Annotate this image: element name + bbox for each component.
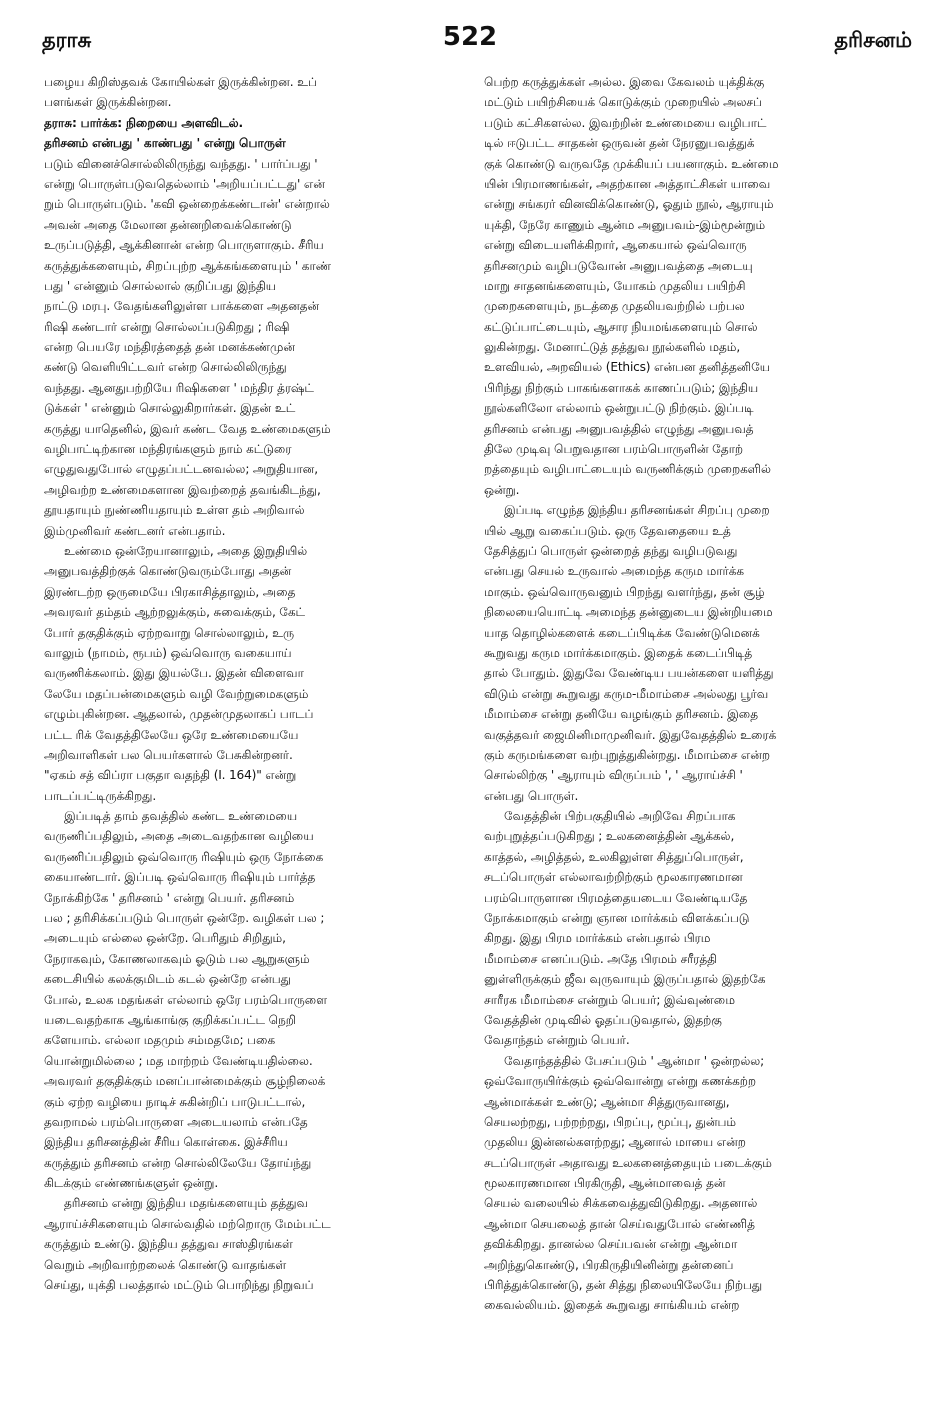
text-line: பது ' என்னும் சொல்லால் குறிப்பது இந்திய <box>44 278 277 293</box>
text-line: கும் ஏற்ற வழியை நாடிச் சுகின்றிப் பாடுபட்டால், <box>44 1094 306 1109</box>
text-line: போர் தகுதிக்கும் ஏற்றவாறு சொல்லாலும், உரு <box>44 625 295 640</box>
text-line: டுக்கள் ' என்னும் சொல்லுகிறார்கள். இதன் உட் <box>44 401 296 416</box>
text-line: வேதாந்தத்தில் பேசப்படும் ' ஆன்மா ' ஒன்றல்ல; <box>504 1053 765 1068</box>
text-line: யின் பிரமாணங்கள், அதற்கான அத்தாட்சிகள் யாவை <box>484 176 771 191</box>
text-line: படும் கட்சிகளல்ல. இவற்றின் உண்மையை வழிபாட் <box>484 115 767 130</box>
text-line: என்று பொருள்படுவதெல்லாம் 'அறியப்பட்டது' என் <box>44 176 325 191</box>
text-line: லுகின்றது. மேனாட்டுத் தத்துவ நூல்களில் மதம், <box>484 340 740 355</box>
text-line: பழைய கிறிஸ்தவக் கோயில்கள் இருக்கின்றன. உப் <box>44 75 317 89</box>
text-line: கட்டுப்பாட்டையும், ஆசார நியமங்களையும் சொல் <box>484 319 758 334</box>
text-line: அழிவற்ற உண்மைகளான இவற்றைத் தவங்கிடந்து, <box>44 482 321 497</box>
text-line: செய்து, யுக்தி பலத்தால் மட்டும் பொறிந்து நிறுவப் <box>44 1278 314 1293</box>
text-line: எழும்புகின்றன. ஆதலால், முதன்முதலாகப் பாடப் <box>44 707 314 722</box>
text-line: வெறும் அறிவாற்றலைக் கொண்டு வாதங்கள் <box>44 1257 287 1272</box>
text-line: கருத்து யாதெனில், இவர் கண்ட வேத உண்மைகளும் <box>44 421 331 436</box>
text-line: எழுதுவதுபோல் எழுதப்பட்டனவல்ல; அறுதியான, <box>44 462 318 477</box>
text-line: தரிசனம் என்பது ' காண்பது ' என்று பொருள் <box>44 136 286 151</box>
text-line: சொல்லிற்கு ' ஆராயும் விருப்பம் ', ' ஆராய்ச்சி ' <box>484 768 743 783</box>
text-line: கையாண்டார். இப்படி ஒவ்வொரு ரிஷியும் பார்த்த <box>44 870 316 885</box>
text-line: செயல் வலையில் சிக்கவைத்துவிடுகிறது. அதனால் <box>484 1196 758 1211</box>
text-line: ஆன்மாக்கள் உண்டு; ஆன்மா சித்துருவானது, <box>484 1094 730 1109</box>
text-line: றும் பொருள்படும். 'கவி ஒன்றைக்கண்டான்' என்றால் <box>44 197 330 212</box>
text-line: தவறாமல் பரம்பொருளை அடையலாம் என்பதே <box>44 1114 308 1129</box>
text-line: வகுத்தவர் ஜைமினிமாமுனிவர். இதுவேதத்தில் உரைக் <box>484 727 777 742</box>
text-line: அனுபவத்திற்குக் கொண்டுவரும்போது அதன் <box>44 564 292 579</box>
text-line: நேராகவும், கோணலாகவும் ஓடும் பல ஆறுகளும் <box>44 951 310 966</box>
text-line: வேதாந்தம் என்றும் பெயர். <box>484 1033 630 1048</box>
text-line: நிலையையொட்டி அமைந்த தன்னுடைய இன்றியமை <box>484 605 773 620</box>
text-line: வருணிப்பதிலும், அதை அடைவதற்கான வழியை <box>44 829 314 844</box>
text-line: மாறு சாதனங்களையும், யோகம் முதலிய பயிற்சி <box>484 278 746 293</box>
text-line: தால் போதும். இதுவே வேண்டிய பயன்களை யளித்து <box>484 666 774 681</box>
text-line: பட்ட ரிக் வேதத்திலேயே ஒரே உண்மையையே <box>44 727 299 742</box>
text-line: என்று விடையளிக்கிறார், ஆகையால் ஒவ்வொரு <box>484 238 747 253</box>
text-line: மூலகாரணமான பிரகிருதி, ஆன்மாவைத் தன் <box>484 1176 726 1191</box>
text-line: றத்தையும் வழிபாட்டையும் வருணிக்கும் முறைகளில் <box>484 462 771 477</box>
text-line: விடும் என்று கூறுவது கரும-மீமாம்சை அல்லது பூர்வ <box>484 686 769 701</box>
text-line: ஆன்மா செயலைத் தான் செய்வதுபோல் எண்ணித் <box>484 1216 755 1231</box>
text-line: இந்திய தரிசனத்தின் சீரிய கொள்கை. இச்சீரிய <box>44 1135 288 1150</box>
text-line: மீமாம்சை எனப்படும். அதே பிரமம் சரீரத்தி <box>484 951 717 966</box>
text-line: பல ; தரிசிக்கப்படும் பொருள் ஒன்றே. வழிகள் பல ; <box>44 911 325 926</box>
text-line: பரம்பொருளான பிரமத்தையடைய வேண்டியதே <box>484 890 748 905</box>
page-number: 522 <box>442 22 498 52</box>
text-line: யில் ஆறு வகைப்படும். ஒரு தேவதையை உத் <box>484 523 731 538</box>
text-line: தரிசனம் என்று இந்திய மதங்களையும் தத்துவ <box>64 1196 308 1211</box>
text-line: ஒன்று. <box>484 482 520 497</box>
text-line: செயலற்றது, பற்றற்றது, பிறப்பு, மூப்பு, துன்பம் <box>484 1114 737 1129</box>
text-line: கருத்தும் உண்டு. இந்திய தத்துவ சாஸ்திரங்கள் <box>44 1237 293 1252</box>
text-line: வருணிப்பதிலும் ஒவ்வொரு ரிஷியும் ஒரு நோக்கை <box>44 849 324 864</box>
text-line: கண்டு வெளியிட்டவர் என்ற சொல்லிலிருந்து <box>44 360 287 375</box>
text-line: யடைவதற்காக ஆங்காங்கு குறிக்கப்பட்ட நெறி <box>44 1012 297 1027</box>
text-line: உளவியல், அறவியல் (Ethics) என்பன தனித்தனியே <box>484 360 770 375</box>
text-line: தரிசனம் என்பது அனுபவத்தில் எழுந்து அனுபவத் <box>484 421 754 436</box>
text-line: மாகும். ஒவ்வொருவனும் பிறந்து வளர்ந்து, தன் சூழ் <box>484 584 765 599</box>
text-line: குக் கொண்டு வருவதே முக்கியப் பயனாகும். உண்மை <box>484 156 779 171</box>
text-line: முறைகளையும், நடத்தை முதலியவற்றில் பற்பல <box>484 299 745 314</box>
text-line: வாலும் (நாமம், ரூபம்) ஒவ்வொரு வகையாய் <box>44 645 292 660</box>
text-line: பளங்கள் இருக்கின்றன. <box>44 95 172 110</box>
text-line: என்ற பெயரே மந்திரத்தைத் தன் மனக்கண்முன் <box>44 340 295 355</box>
text-line: கும் கருமங்களை வற்புறுத்துகின்றது. மீமாம்சை என்ற <box>484 747 770 762</box>
text-line: ரிஷி கண்டார் என்று சொல்லப்படுகிறது ; ரிஷி <box>44 319 290 334</box>
text-line: யுக்தி, நேரே காணும் ஆன்ம அனுபவம்-இம்மூன்றும் <box>484 217 766 232</box>
text-line: "ஏகம் சத் விப்ரா பகுதா வதந்தி (I. 164)" என்று <box>44 768 297 783</box>
page-header <box>0 22 940 68</box>
text-line: நோக்கமாகும் என்று ஞான மார்க்கம் விளக்கப்படு <box>484 911 750 926</box>
text-line: ஆராய்ச்சிகளையும் சொல்வதில் மற்றொரு மேம்பட்ட <box>44 1216 331 1231</box>
text-line: ஒவ்வோருயிர்க்கும் ஒவ்வொன்று என்று கணக்கற்ற <box>484 1074 756 1089</box>
text-line: கிடக்கும் எண்ணங்களுள் ஒன்று. <box>44 1176 219 1191</box>
text-line: கிறது. இது பிரம மார்க்கம் என்பதால் பிரம <box>484 931 711 946</box>
text-line: கைவல்லியம். இதைக் கூறுவது சாங்கியம் என்ற <box>484 1298 740 1313</box>
text-line: உருப்படுத்தி, ஆக்கினான் என்ற பொருளாகும். சீரிய <box>44 238 324 253</box>
text-line: கருத்துக்களையும், சிறப்புற்ற ஆக்கங்களையும் ' காண் <box>44 258 332 273</box>
text-line: உண்மை ஒன்றேயானாலும், அதை இறுதியில் <box>64 543 308 558</box>
text-line: வேதத்தின் பிற்பகுதியில் அறிவே சிறப்பாக <box>504 809 736 824</box>
text-line: நூல்களிலோ எல்லாம் ஒன்றுபட்டு நிற்கும். இப்படி <box>484 401 754 416</box>
text-line: அறிவாளிகள் பல பெயர்களால் பேசுகின்றனர். <box>44 747 293 762</box>
text-line: தேசித்துப் பொருள் ஒன்றைத் தந்து வழிபடுவது <box>484 543 738 558</box>
text-line: டில் ஈடுபட்ட சாதகன் ஒருவன் தன் நேரனுபவத்துக் <box>484 136 755 151</box>
text-line: களேயாம். எல்லா மதமும் சம்மதமே; பகை <box>44 1033 276 1048</box>
text-line: வேதத்தின் முடிவில் ஓதப்படுவதால், இதற்கு <box>484 1012 722 1027</box>
text-line: போல், உலக மதங்கள் எல்லாம் ஒரே பரம்பொருளை <box>44 992 328 1007</box>
text-line: என்பது செயல் உருவால் அமைந்த கரும மார்க்க <box>484 564 744 579</box>
text-line: அவரவர் தம்தம் ஆற்றலுக்கும், சுவைக்கும், கேட் <box>44 605 306 620</box>
text-line: தராசு: பார்க்க: நிறையை அளவிடல். <box>44 115 243 130</box>
text-line: வருணிக்கலாம். இது இயல்பே. இதன் விளைவா <box>44 666 304 681</box>
text-line: நோக்கிற்கே ' தரிசனம் ' என்று பெயர். தரிசனம் <box>44 890 295 905</box>
text-line: திலே முடிவு பெறுவதான பரம்பொருளின் தோற் <box>484 442 744 457</box>
text-line: பெற்ற கருத்துக்கள் அல்ல. இவை கேவலம் யுக்திக்கு <box>484 75 765 89</box>
text-line: யாத தொழில்களைக் கடைப்பிடிக்க வேண்டுமெனக் <box>484 625 760 640</box>
text-line: அவரவர் தகுதிக்கும் மனப்பான்மைக்கும் சூழ்நிலைக் <box>44 1074 326 1089</box>
text-line: மீமாம்சை என்று தனியே வழங்கும் தரிசனம். இதை <box>484 707 759 722</box>
text-line: சடப்பொருள் அதாவது உலகனைத்தையும் படைக்கும் <box>484 1155 772 1170</box>
text-line: முதலிய இன்னல்களற்றது; ஆனால் மாயை என்ற <box>484 1135 746 1150</box>
text-line: இப்படித் தாம் தவத்தில் கண்ட உண்மையை <box>64 809 298 824</box>
running-head-right: தரிசனம் <box>834 28 912 52</box>
text-line: அவன் அதை மேலான தன்னறிவைக்கொண்டு <box>44 217 292 232</box>
text-line: இரண்டற்ற ஒருமையே பிரகாசித்தாலும், அதை <box>44 584 296 599</box>
text-line: பிரித்துக்கொண்டு, தன் சித்து நிலையிலேயே நிற்பது <box>484 1278 763 1293</box>
text-line: தரிசனமும் வழிபடுவோன் அனுபவத்தை அடையு <box>484 258 753 273</box>
text-line: என்று சங்கரர் வினவிக்கொண்டு, ஓதும் நூல், ஆராயும் <box>484 197 774 212</box>
text-line: பாடப்பட்டிருக்கிறது. <box>44 788 157 803</box>
text-line: வந்தது. ஆனதுபற்றியே ரிஷிகளை ' மந்திர த்ரஷ்ட் <box>44 380 314 395</box>
text-line: கடைசியில் கலக்குமிடம் கடல் ஒன்றே என்பது <box>44 972 292 987</box>
right-column <box>484 72 918 1316</box>
text-line: வழிபாட்டிற்கான மந்திரங்களும் நாம் கட்டுரை <box>44 442 292 457</box>
text-line: அடையும் எல்லை ஒன்றே. பெரிதும் சிறிதும், <box>44 931 286 946</box>
text-line: கூறுவது கரும மார்க்கமாகும். இதைக் கடைப்பிடித் <box>484 645 753 660</box>
text-line: மட்டும் பயிற்சியைக் கொடுக்கும் முறையில் அலசப் <box>484 95 762 110</box>
text-line: தவிக்கிறது. தானல்ல செய்பவன் என்று ஆன்மா <box>484 1237 738 1252</box>
text-line: சாரீரக மீமாம்சை என்றும் பெயர்; இவ்வுண்மை <box>484 992 735 1007</box>
text-line: இப்படி எழுந்த இந்திய தரிசனங்கள் சிறப்பு முறை <box>504 503 770 518</box>
text-line: கருத்தும் தரிசனம் என்ற சொல்லிலேயே தோய்ந்து <box>44 1155 312 1170</box>
text-line: வற்புறுத்தப்படுகிறது ; உலகனைத்தின் ஆக்கல், <box>484 829 735 844</box>
text-line: தூயதாயும் நுண்ணியதாயும் உள்ள தம் அறிவால் <box>44 503 305 518</box>
text-line: நாட்டு மரபு. வேதங்களிலுள்ள பாக்களை அதனதன் <box>44 299 320 314</box>
left-column <box>44 72 478 1295</box>
text-line: னுள்ளிருக்கும் ஜீவ வுருவாயும் இருப்பதால் இதற்கே <box>484 972 766 987</box>
text-line: அறிந்துகொண்டு, பிரகிருதியினின்று தன்னைப் <box>484 1257 734 1272</box>
running-head-left: தராசு <box>42 28 92 52</box>
text-line: என்பது பொருள். <box>484 788 579 803</box>
text-line: படும் வினைச்சொல்லிலிருந்து வந்தது. ' பார்ப்பது ' <box>44 156 318 171</box>
text-line: இம்முனிவர் கண்டனர் என்பதாம். <box>44 523 226 538</box>
text-line: யொன்றுமில்லை ; மத மாற்றம் வேண்டியதில்லை. <box>44 1053 313 1068</box>
text-line: பிரிந்து நிற்கும் பாகங்களாகக் காணப்படும்; இந்திய <box>484 380 759 395</box>
text-line: சடப்பொருள் எல்லாவற்றிற்கும் மூலகாரணமான <box>484 870 743 885</box>
text-line: லேயே மதப்பன்மைகளும் வழி வேற்றுமைகளும் <box>44 686 309 701</box>
text-line: காத்தல், அழித்தல், உலகிலுள்ள சித்துப்பொருள், <box>484 849 744 864</box>
